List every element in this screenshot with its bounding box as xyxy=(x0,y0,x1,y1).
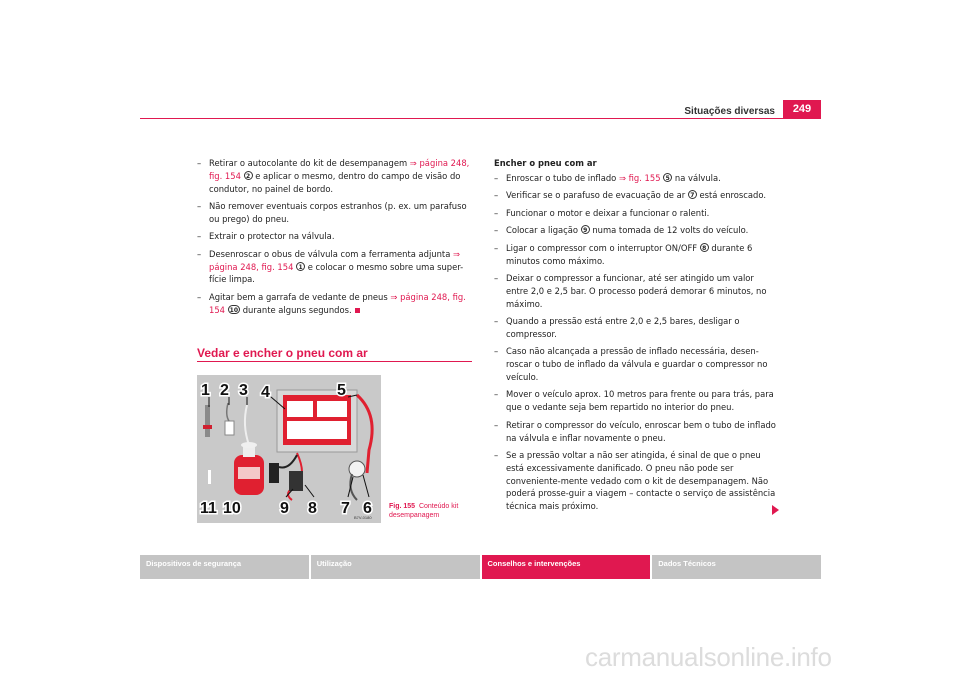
dash-bullet: – xyxy=(494,273,499,284)
figure-caption-label: Fig. 155 xyxy=(389,503,416,510)
ref-marker: 1 xyxy=(296,262,305,271)
callout-number: 11 xyxy=(200,500,217,517)
instruction-item: – Funcionar o motor e deixar a funcionar o ralenti. xyxy=(494,207,710,218)
page-header-title: Situações diversas xyxy=(684,106,775,117)
page-link[interactable]: ⇒ página 248, fig. 154 xyxy=(209,291,466,315)
figure-link[interactable]: ⇒ fig. 155 xyxy=(618,172,661,183)
dash-bullet: – xyxy=(494,225,499,236)
instruction-item: – Mover o veículo aprox. 10 metros para frente ou para trás, para que o vedante seja bem repartido no interior do pneu. xyxy=(494,389,774,413)
ref-marker: 10 xyxy=(229,306,239,314)
instruction-item: – Extrair o protector na válvula. xyxy=(197,231,335,242)
callout-number: 10 xyxy=(223,500,241,517)
left-column xyxy=(197,157,472,321)
instruction-item: – Ligar o compressor com o interruptor ON/OFF 8 durante 6 minutos como máximo. xyxy=(494,242,753,266)
dash-bullet: – xyxy=(494,172,499,183)
instruction-item: – Não remover eventuais corpos estranhos (p. ex. um parafuso ou prego) do pneu. xyxy=(197,201,467,224)
ref-marker: 2 xyxy=(244,171,253,180)
ref-marker: 8 xyxy=(700,243,709,252)
section-rule xyxy=(197,361,472,362)
header-rule xyxy=(140,118,821,119)
ref-marker: 5 xyxy=(663,173,672,182)
repair-kit-illustration xyxy=(197,375,381,523)
continue-arrow-icon xyxy=(772,505,779,515)
dash-bullet: – xyxy=(494,316,499,327)
tab-dados-tecnicos[interactable]: Dados Técnicos xyxy=(652,555,821,579)
callout-number: 6 xyxy=(363,500,372,517)
dash-bullet: – xyxy=(197,231,202,242)
callout-number: 4 xyxy=(261,384,270,401)
instruction-item: – Colocar a ligação 9 numa tomada de 12 volts do veículo. xyxy=(494,225,749,236)
section-heading: Vedar e encher o pneu com ar xyxy=(197,346,368,360)
plug-shape xyxy=(269,463,279,483)
instruction-item: – Quando a pressão está entre 2,0 e 2,5 bares, desligar o compressor. xyxy=(494,316,740,339)
ref-marker: 9 xyxy=(581,225,590,234)
instruction-item: – Retirar o autocolante do kit de desempanagem ⇒ página 248, fig. 154 2 e aplicar o mesmo, dentro do campo de visão do condutor, no painel de bordo. xyxy=(197,158,470,194)
right-column xyxy=(494,157,776,518)
instruction-item: – Retirar o compressor do veículo, enroscar bem o tubo de inflado na válvula e inflar novamente o pneu. xyxy=(494,419,776,443)
dash-bullet: – xyxy=(494,242,499,253)
page-link[interactable]: ⇒ página 248, fig. 154 xyxy=(209,248,461,272)
valve-tool-shape xyxy=(205,405,210,437)
ref-marker: 7 xyxy=(688,190,697,199)
footer-nav xyxy=(140,555,821,579)
dash-bullet: – xyxy=(197,201,202,212)
tab-dispositivos-de-seguranca[interactable]: Dispositivos de segurança xyxy=(140,555,309,579)
dash-bullet: – xyxy=(494,207,499,218)
figure-caption xyxy=(389,502,474,520)
callout-number: 1 xyxy=(201,382,210,399)
dash-bullet: – xyxy=(494,389,499,400)
figure-caption-text: Conteúdo kit desempanagem xyxy=(389,503,459,519)
callout-number: 2 xyxy=(220,382,229,399)
watermark: carmanualsonline.info xyxy=(585,642,832,672)
instruction-item: – Caso não alcançada a pressão de inflado necessária, desen-roscar o tubo de inflado da válvula e guardar o compressor no veículo. xyxy=(494,346,768,382)
tab-conselhos-e-intervencoes[interactable]: Conselhos e intervenções xyxy=(482,555,651,579)
callout-number: 9 xyxy=(280,500,289,517)
instruction-item: – Enroscar o tubo de inflado ⇒ fig. 155 5 na válvula. xyxy=(494,172,721,183)
dash-bullet: – xyxy=(197,248,202,259)
end-of-section-mark xyxy=(355,308,360,313)
callout-number: 7 xyxy=(341,500,350,517)
instruction-item: – Agitar bem a garrafa de vedante de pneus ⇒ página 248, fig. 154 10 durante alguns segundos. xyxy=(197,291,466,315)
dash-bullet: – xyxy=(197,158,202,168)
instruction-item: – Desenroscar o obus de válvula com a ferramenta adjunta ⇒ página 248, fig. 154 1 e colocar o mesmo sobre uma super-fície limpa. xyxy=(197,248,464,285)
dash-bullet: – xyxy=(494,346,499,357)
tab-utilizacao[interactable]: Utilização xyxy=(311,555,480,579)
dash-bullet: – xyxy=(494,190,499,201)
subsection-heading: Encher o pneu com ar xyxy=(494,158,597,168)
callout-number: 5 xyxy=(337,382,346,399)
dash-bullet: – xyxy=(197,291,202,302)
repair-kit-figure xyxy=(197,375,381,523)
page-link[interactable]: ⇒ página 248, fig. 154 xyxy=(209,158,470,181)
dash-bullet: – xyxy=(494,450,499,461)
figure-code: B7V-0180 xyxy=(354,515,372,520)
callout-number: 3 xyxy=(239,382,248,399)
instruction-item: – Deixar o compressor a funcionar, até ser atingido um valor entre 2,0 e 2,5 bar. O processo poderá demorar 6 minutos, no máximo. xyxy=(494,273,767,309)
instruction-item: – Verificar se o parafuso de evacuação de ar 7 está enroscado. xyxy=(494,190,766,201)
dash-bullet: – xyxy=(494,419,499,430)
callout-number: 8 xyxy=(308,500,317,517)
page-number: 249 xyxy=(783,100,821,118)
instruction-item: – Se a pressão voltar a não ser atingida, é sinal de que o pneu está excessivamente danificado. O pneu não pode ser conveniente-mente vedado com o kit de desempanagem. Não poderá prosse-guir a viagem – contacte o serviço de assistência técnica mais próximo. xyxy=(494,450,776,512)
